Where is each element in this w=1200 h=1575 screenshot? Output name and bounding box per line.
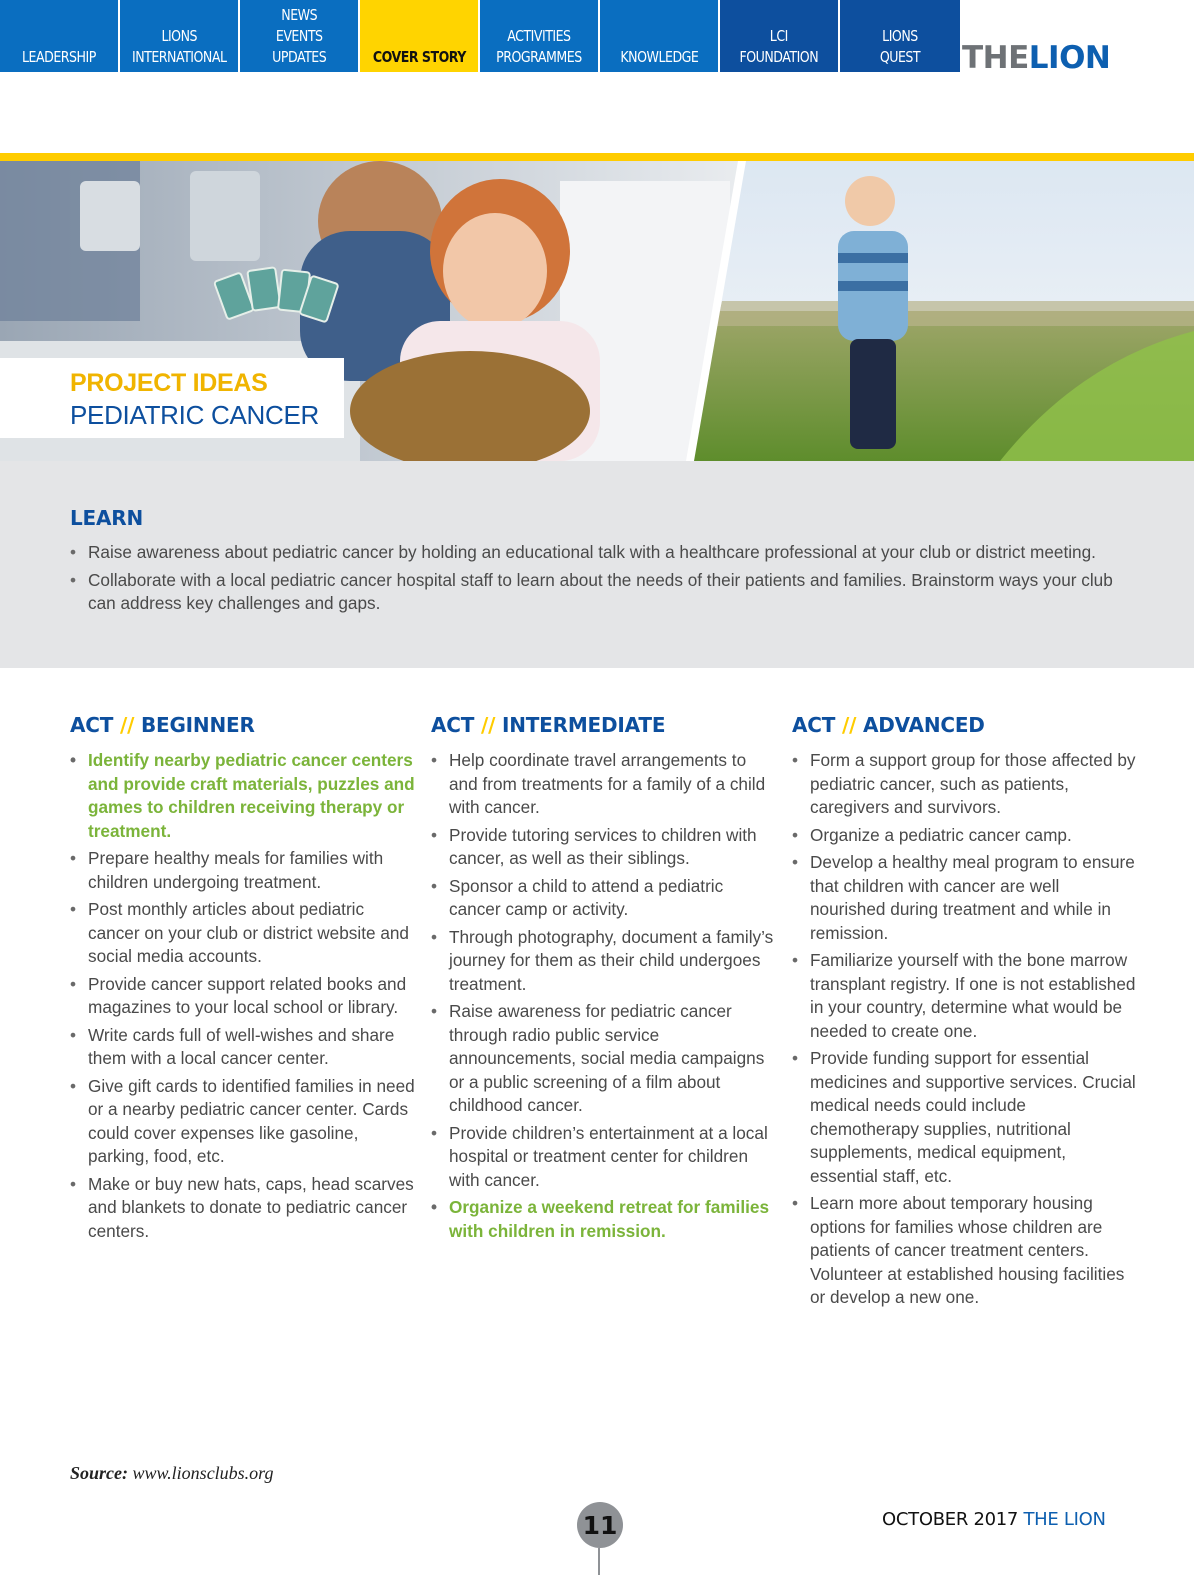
- banner-title-box: [0, 358, 344, 438]
- tab-label: LCI FOUNDATION: [739, 27, 819, 66]
- tab-knowledge[interactable]: [600, 0, 720, 72]
- list-item: • Form a support group for those affected by pediatric cancer, such as patients, caregivers and survivors.: [792, 749, 1137, 820]
- act-intermediate-column: [431, 713, 776, 1247]
- heading-separator: //: [841, 713, 857, 737]
- list-item: • Organize a pediatric cancer camp.: [792, 824, 1137, 848]
- act-beginner-heading: [70, 713, 415, 737]
- list-item: • Collaborate with a local pediatric cancer hospital staff to learn about the needs of their patients and families. Brainstorm ways your club can address key challenges and gaps.: [70, 569, 1130, 616]
- brand-lion: LION: [1028, 40, 1111, 76]
- list-item: • Write cards full of well-wishes and share them with a local cancer center.: [70, 1024, 415, 1071]
- list-item: • Provide funding support for essential medicines and supportive services. Crucial medical needs could include chemotherapy supplies, nutritional supplements, medical equipment, essential staff, etc.: [792, 1047, 1137, 1188]
- source-url[interactable]: www.lionsclubs.org: [132, 1463, 274, 1483]
- tab-lions-quest[interactable]: [840, 0, 960, 72]
- list-item: • Raise awareness about pediatric cancer by holding an educational talk with a healthcare professional at your club or district meeting.: [70, 541, 1130, 565]
- list-item: • Provide cancer support related books and magazines to your local school or library.: [70, 973, 415, 1020]
- heading-separator: //: [119, 713, 135, 737]
- act-beginner-list: [70, 749, 415, 1243]
- list-item: • Develop a healthy meal program to ensure that children with cancer are well nourished during treatment and while in remission.: [792, 851, 1137, 945]
- tab-label: LIONS INTERNATIONAL: [131, 27, 227, 66]
- section-nav: [0, 0, 960, 72]
- act-advanced-heading: [792, 713, 1137, 737]
- list-item: • Through photography, document a family’s journey for them as their child undergoes treatment.: [431, 926, 776, 997]
- list-item: • Sponsor a child to attend a pediatric cancer camp or activity.: [431, 875, 776, 922]
- banner-title: PEDIATRIC CANCER: [70, 400, 319, 430]
- source-credit: [70, 1463, 274, 1484]
- act-advanced-column: [792, 713, 1137, 1314]
- heading-level: ADVANCED: [862, 713, 985, 737]
- tab-leadership[interactable]: [0, 0, 120, 72]
- tab-news-events-updates[interactable]: [240, 0, 360, 72]
- act-beginner-column: [70, 713, 415, 1247]
- list-item: • Make or buy new hats, caps, head scarves and blankets to donate to pediatric cancer centers.: [70, 1173, 415, 1244]
- source-label: Source:: [70, 1463, 128, 1483]
- list-item: • Organize a weekend retreat for families with children in remission.: [431, 1196, 776, 1243]
- heading-prefix: ACT: [70, 713, 114, 737]
- heading-level: BEGINNER: [140, 713, 255, 737]
- tab-label: LIONS QUEST: [879, 27, 921, 66]
- banner-title-kicker: PROJECT IDEAS: [70, 369, 268, 397]
- tab-label: KNOWLEDGE: [620, 48, 698, 66]
- page-number: 11: [577, 1502, 623, 1548]
- heading-prefix: ACT: [792, 713, 836, 737]
- list-item: • Identify nearby pediatric cancer centers and provide craft materials, puzzles and games to children receiving therapy or treatment.: [70, 749, 415, 843]
- act-intermediate-list: [431, 749, 776, 1243]
- photo-banner: [0, 161, 1194, 461]
- list-item: • Give gift cards to identified families in need or a nearby pediatric cancer center. Cards could cover expenses like gasoline, parking, food, etc.: [70, 1075, 415, 1169]
- learn-list: [70, 541, 1130, 616]
- list-item: • Learn more about temporary housing options for families whose children are patients of cancer treatment centers. Volunteer at established housing facilities or develop a new one.: [792, 1192, 1137, 1310]
- issue-magazine: THE LION: [1023, 1509, 1106, 1530]
- heading-separator: //: [480, 713, 496, 737]
- list-item: • Provide tutoring services to children with cancer, as well as their siblings.: [431, 824, 776, 871]
- magazine-brand: [962, 38, 1110, 78]
- tab-cover-story[interactable]: [360, 0, 480, 72]
- tab-lci-foundation[interactable]: [720, 0, 840, 72]
- list-item: • Post monthly articles about pediatric cancer on your club or district website and social media accounts.: [70, 898, 415, 969]
- tab-lions-international[interactable]: [120, 0, 240, 72]
- issue-line: [882, 1509, 1106, 1530]
- act-intermediate-heading: [431, 713, 776, 737]
- tab-label: ACTIVITIES PROGRAMMES: [496, 27, 582, 66]
- act-advanced-list: [792, 749, 1137, 1310]
- yellow-divider: [0, 153, 1194, 161]
- page-number-stem: [598, 1548, 600, 1575]
- list-item: • Provide children’s entertainment at a local hospital or treatment center for children with cancer.: [431, 1122, 776, 1193]
- heading-prefix: ACT: [431, 713, 475, 737]
- tab-label: NEWS EVENTS UPDATES: [271, 6, 327, 66]
- list-item: • Familiarize yourself with the bone marrow transplant registry. If one is not established in your country, determine what would be needed to create one.: [792, 949, 1137, 1043]
- brand-the: THE: [962, 40, 1029, 76]
- tab-label: COVER STORY: [372, 48, 466, 66]
- list-item: • Raise awareness for pediatric cancer through radio public service announcements, social media campaigns or a public screening of a film about childhood cancer.: [431, 1000, 776, 1118]
- list-item: • Help coordinate travel arrangements to and from treatments for a family of a child with cancer.: [431, 749, 776, 820]
- learn-heading: LEARN: [70, 506, 144, 530]
- field-photo: [686, 161, 1194, 461]
- heading-level: INTERMEDIATE: [501, 713, 666, 737]
- issue-date: OCTOBER 2017: [882, 1509, 1019, 1530]
- tab-activities-programmes[interactable]: [480, 0, 600, 72]
- list-item: • Prepare healthy meals for families with children undergoing treatment.: [70, 847, 415, 894]
- tab-label: LEADERSHIP: [22, 48, 96, 66]
- learn-section: [0, 461, 1194, 668]
